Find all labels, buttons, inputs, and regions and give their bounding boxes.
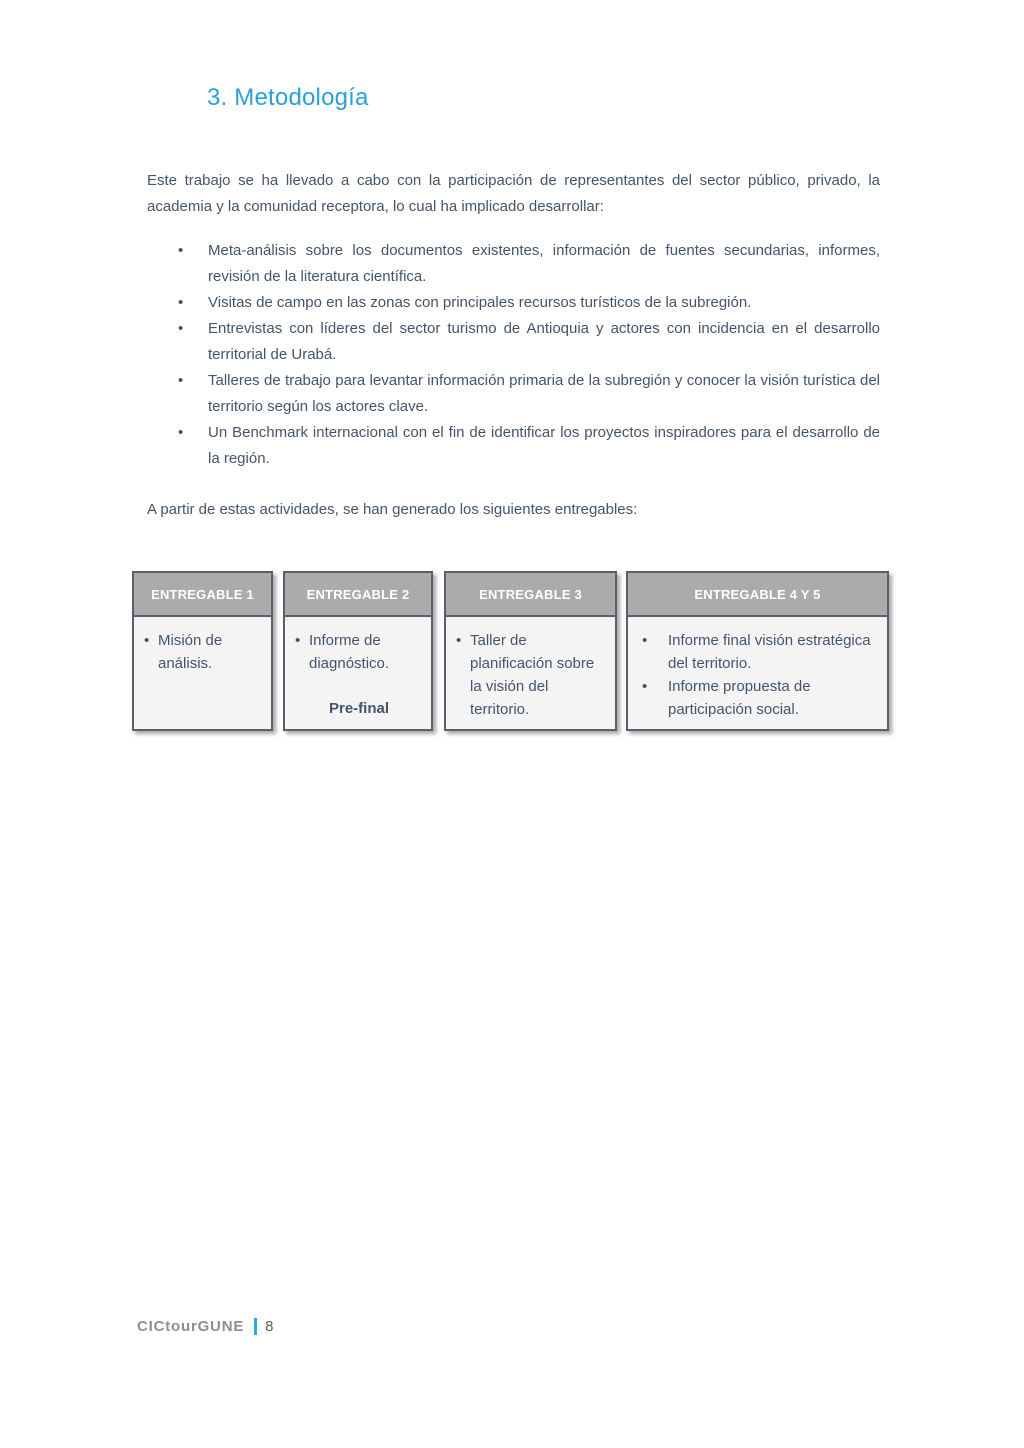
cictourgune-logo: CICtourGUNE xyxy=(137,1318,245,1335)
list-item xyxy=(178,290,880,316)
list-item xyxy=(178,238,880,290)
card-entregable-1 xyxy=(132,571,273,731)
list-item xyxy=(178,420,880,472)
list-item xyxy=(178,316,880,368)
bullet-icon xyxy=(178,238,208,264)
bullet-icon xyxy=(144,629,158,652)
list-item-text: Entrevistas con líderes del sector turismo de Antioquia y actores con incidencia en el desarrollo territorial de Urabá. xyxy=(208,320,880,363)
bullet-icon xyxy=(178,420,208,446)
card-item-text: Informe de diagnóstico. xyxy=(309,632,390,672)
card-list-item xyxy=(642,675,877,721)
card-item-text: Taller de planificación sobre la visión del territorio. xyxy=(470,632,595,718)
card-body xyxy=(285,617,431,720)
card-body xyxy=(446,617,615,721)
card-body xyxy=(628,617,887,721)
card-header: ENTREGABLE 4 Y 5 xyxy=(628,573,887,617)
card-list-item xyxy=(456,629,607,721)
card-list-item xyxy=(144,629,263,675)
list-item-text: Meta-análisis sobre los documentos existentes, información de fuentes secundarias, informes, revisión de la literatura científica. xyxy=(208,242,880,285)
section-heading: 3. Metodología xyxy=(207,84,369,111)
bullet-icon xyxy=(642,629,668,652)
card-item-text: Misión de análisis. xyxy=(158,632,223,672)
bullet-icon xyxy=(178,316,208,342)
list-item xyxy=(178,368,880,420)
page-footer xyxy=(137,1318,273,1335)
card-item-text: Informe final visión estratégica del territorio. xyxy=(668,632,871,672)
bullet-icon xyxy=(295,629,309,652)
card-body xyxy=(134,617,271,675)
card-note: Pre-final xyxy=(328,700,389,717)
card-entregable-2 xyxy=(283,571,433,731)
list-item-text: Un Benchmark internacional con el fin de identificar los proyectos inspiradores para el desarrollo de la región. xyxy=(208,424,880,467)
methodology-bullet-list xyxy=(178,238,880,472)
card-list-item xyxy=(642,629,877,675)
bullet-icon xyxy=(178,290,208,316)
page-number: 8 xyxy=(265,1318,274,1335)
intro-paragraph: Este trabajo se ha llevado a cabo con la participación de representantes del sector público, privado, la academia y la comunidad receptora, lo cual ha implicado desarrollar: xyxy=(147,172,880,215)
card-list-item xyxy=(295,629,423,675)
entregables-intro: A partir de estas actividades, se han generado los siguientes entregables: xyxy=(147,501,638,518)
card-header: ENTREGABLE 2 xyxy=(285,573,431,617)
card-header: ENTREGABLE 3 xyxy=(446,573,615,617)
card-entregable-4-5 xyxy=(626,571,889,731)
card-item-text: Informe propuesta de participación social. xyxy=(668,678,811,718)
bullet-icon xyxy=(178,368,208,394)
bullet-icon xyxy=(456,629,470,652)
list-item-text: Visitas de campo en las zonas con principales recursos turísticos de la subregión. xyxy=(208,294,752,311)
card-entregable-3 xyxy=(444,571,617,731)
entregables-cards-row xyxy=(132,571,889,731)
list-item-text: Talleres de trabajo para levantar información primaria de la subregión y conocer la visión turística del territorio según los actores clave. xyxy=(208,372,880,415)
bullet-icon xyxy=(642,675,668,698)
card-header: ENTREGABLE 1 xyxy=(134,573,271,617)
footer-separator-bar xyxy=(254,1318,257,1335)
